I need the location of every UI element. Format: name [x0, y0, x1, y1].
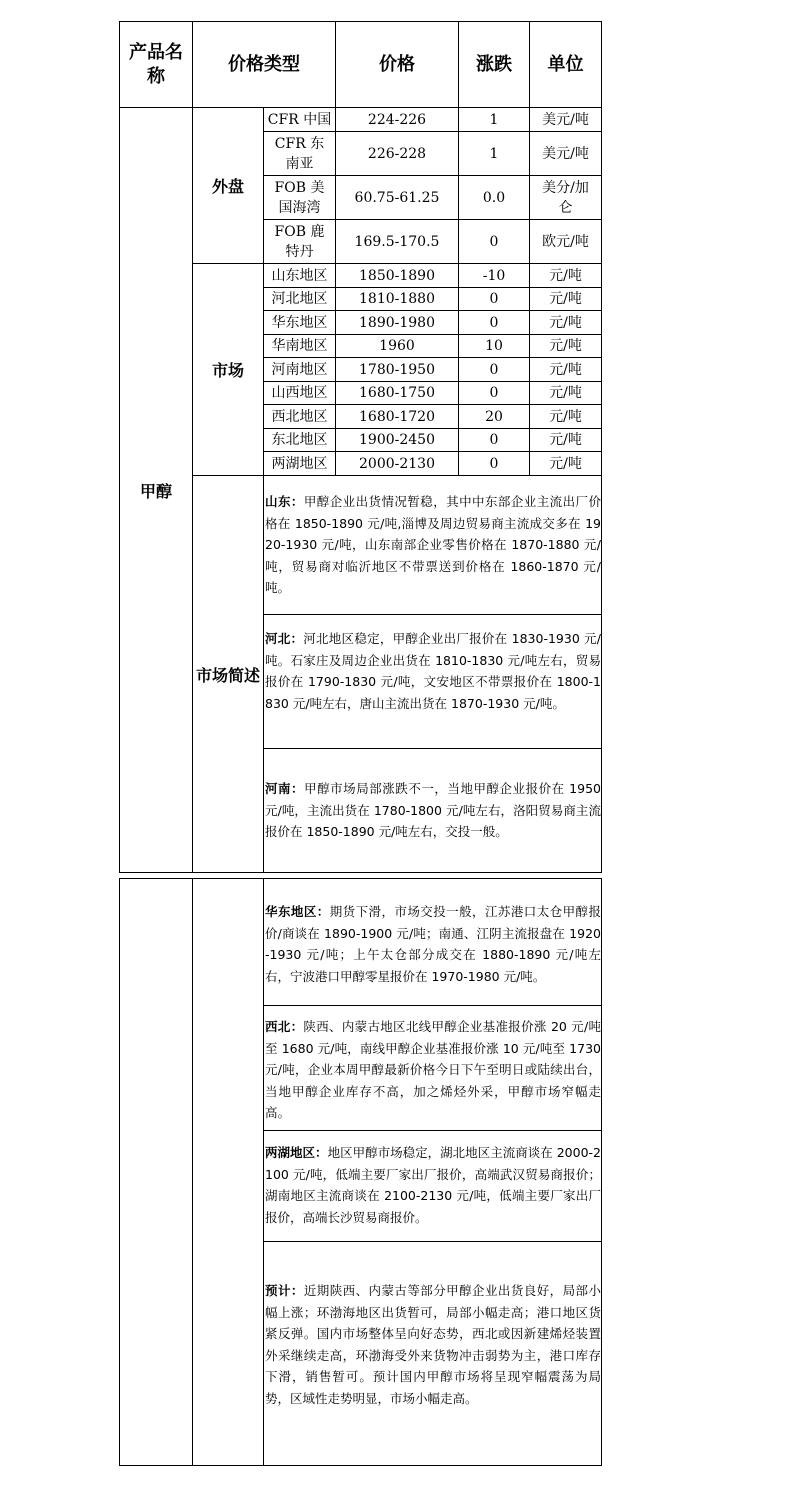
outer-change: 0	[489, 233, 499, 250]
summary-text: 陕西、内蒙古地区北线甲醇企业基准报价涨 20 元/吨至 1680 元/吨，南线甲醇企业基准报价涨 10 元/吨至 1730 元/吨，企业本周甲醇最新价格今日下午至明日或陆续出台，当地甲醇企业库存不高，加之烯烃外采，甲醇市场窄幅走高。	[265, 1019, 601, 1120]
summary-text: 期货下滑，市场交投一般，江苏港口太仓甲醇报价/商谈在 1890-1900 元/吨；南通、江阴主流报盘在 1920-1930 元/吨；上午太仓部分成交在 1880-1890 元/吨左右，宁波港口甲醇零星报价在 1970-1980 元/吨。	[265, 904, 601, 984]
outer-unit: 美元/吨	[542, 111, 589, 128]
market-unit: 元/吨	[549, 338, 582, 354]
summary-label: 河南：	[265, 781, 305, 796]
summary-northwest	[265, 1016, 601, 1124]
summary-text: 地区甲醇市场稳定，湖北地区主流商谈在 2000-2100 元/吨，低端主要厂家出厂报价，高端武汉贸易商报价；湖南地区主流商谈在 2100-2130 元/吨，低端主要厂家出厂报价，高端长沙贸易商报价。	[265, 1145, 601, 1225]
market-region: 河北地区	[271, 291, 328, 307]
product-name: 甲醇	[139, 481, 172, 501]
outer-price: 224-226	[367, 111, 427, 128]
market-price: 1900-2450	[359, 432, 435, 448]
outer-type: FOB 鹿特丹	[274, 223, 325, 260]
outer-price: 60.75-61.25	[354, 189, 440, 206]
section-market: 市场	[211, 361, 244, 380]
outer-price: 226-228	[367, 145, 427, 162]
summary-label: 河北：	[265, 631, 304, 646]
market-price: 1680-1720	[359, 408, 435, 425]
outer-change: 1	[489, 145, 499, 162]
market-price: 1780-1950	[359, 361, 435, 378]
outer-unit: 美分/加仑	[542, 179, 589, 216]
outer-price: 169.5-170.5	[354, 233, 440, 250]
market-region: 西北地区	[271, 408, 328, 425]
summary-text: 甲醇市场局部涨跌不一，当地甲醇企业报价在 1950 元/吨，主流出货在 1780-1800 元/吨左右，洛阳贸易商主流报价在 1850-1890 元/吨左右，交投一般。	[265, 781, 601, 839]
market-region: 山东地区	[271, 267, 328, 284]
summary-lianghu	[265, 1142, 601, 1228]
section-summary: 市场简述	[195, 665, 260, 685]
market-change: 0	[489, 361, 499, 378]
outer-type: CFR 东南亚	[274, 135, 325, 172]
summary-label: 西北：	[265, 1019, 304, 1034]
market-unit: 元/吨	[549, 432, 582, 448]
summary-text: 甲醇企业出货情况暂稳，其中中东部企业主流出厂价格在 1850-1890 元/吨,淄博及周边贸易商主流成交多在 1920-1930 元/吨，山东南部企业零售价格在 1870-1880 元/吨，贸易商对临沂地区不带票送到价格在 1860-1870 元/吨。	[265, 494, 601, 595]
summary-text: 河北地区稳定，甲醇企业出厂报价在 1830-1930 元/吨。石家庄及周边企业出货在 1810-1830 元/吨左右，贸易报价在 1790-1830 元/吨，文安地区不带票报价在 1800-1830 元/吨左右，唐山主流出货在 1870-1930 元/吨。	[265, 631, 601, 711]
summary-forecast	[265, 1280, 601, 1409]
market-unit: 元/吨	[549, 291, 582, 307]
summary-label: 两湖地区：	[265, 1145, 328, 1160]
market-change: 20	[485, 408, 503, 425]
outer-type: CFR 中国	[267, 111, 332, 128]
market-unit: 元/吨	[549, 385, 582, 401]
summary-hebei	[265, 628, 601, 714]
header-price: 价格	[379, 53, 415, 75]
market-change: 0	[489, 291, 499, 307]
header-product-name: 产品名称	[129, 41, 183, 87]
summary-label: 华东地区：	[265, 904, 330, 919]
header-unit: 单位	[547, 53, 584, 75]
market-unit: 元/吨	[549, 267, 582, 284]
market-unit: 元/吨	[549, 361, 582, 378]
summary-shandong	[265, 491, 601, 599]
market-price: 2000-2130	[359, 455, 435, 472]
market-price: 1890-1980	[359, 314, 435, 331]
section-outer: 外盘	[211, 177, 244, 196]
outer-type: FOB 美国海湾	[274, 179, 325, 216]
summary-east-china	[265, 901, 601, 987]
market-change: 0	[489, 385, 499, 401]
market-unit: 元/吨	[549, 455, 582, 472]
summary-henan	[265, 778, 601, 843]
market-change: 10	[485, 338, 503, 354]
market-change: 0	[489, 455, 499, 472]
market-region: 东北地区	[271, 432, 328, 448]
market-price: 1680-1750	[359, 385, 435, 401]
summary-label: 预计：	[265, 1283, 304, 1298]
market-unit: 元/吨	[549, 314, 582, 331]
market-price: 1960	[379, 338, 415, 354]
market-price: 1850-1890	[359, 267, 435, 284]
header-price-type: 价格类型	[228, 53, 300, 75]
outer-unit: 欧元/吨	[542, 233, 589, 250]
market-change: 0	[489, 432, 499, 448]
outer-change: 1	[489, 111, 499, 128]
market-unit: 元/吨	[549, 408, 582, 425]
market-region: 河南地区	[271, 361, 328, 378]
outer-unit: 美元/吨	[542, 145, 589, 162]
summary-text: 近期陕西、内蒙古等部分甲醇企业出货良好，局部小幅上涨；环渤海地区出货暂可，局部小幅走高；港口地区货紧反弹。国内市场整体呈向好态势，西北或因新建烯烃装置外采继续走高，环渤海受外来货物冲击弱势为主，港口库存下滑，销售暂可。预计国内甲醇市场将呈现窄幅震荡为局势，区域性走势明显，市场小幅走高。	[265, 1283, 601, 1406]
market-region: 两湖地区	[271, 455, 328, 472]
summary-label: 山东：	[265, 494, 304, 509]
market-change: 0	[489, 314, 499, 331]
outer-change: 0.0	[482, 189, 506, 206]
market-region: 华东地区	[271, 314, 328, 331]
market-price: 1810-1880	[359, 291, 435, 307]
market-change: -10	[482, 267, 506, 284]
header-change: 涨跌	[476, 53, 512, 75]
market-region: 华南地区	[271, 338, 328, 354]
market-region: 山西地区	[271, 385, 328, 401]
